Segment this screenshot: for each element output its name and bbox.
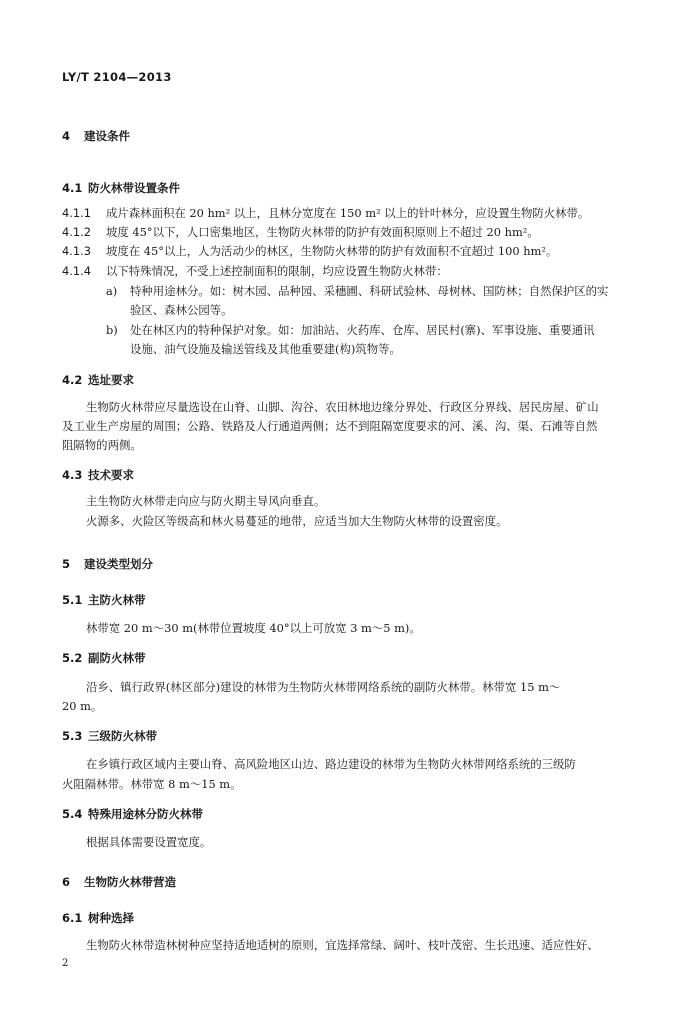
clause-text-4-1-4: 以下特殊情况，不受上述控制面积的限制，均应设置生物防火林带： — [106, 264, 448, 278]
list-item-b-line2: 设施、油气设施及输送管线及其他重要建(构)筑物等。 — [130, 342, 401, 356]
paragraph-5-3-line1: 在乡镇行政区域内主要山脊、高风险地区山边、路边建设的林带为生物防火林带网络系统的三级防 — [86, 757, 576, 771]
subsection-heading-4-2 — [62, 372, 134, 388]
paragraph-6-1-line1: 生物防火林带造林树种应坚持适地适树的原则，宜选择常绿、阔叶、枝叶茂密、生长迅速、适应性好、 — [86, 938, 599, 952]
subsection-title: 技术要求 — [88, 468, 134, 482]
paragraph-4-2-line3: 阻隔物的两侧。 — [62, 438, 142, 452]
subsection-heading-5-4 — [62, 806, 203, 822]
paragraph-5-3-line2: 火阻隔林带。林带宽 8 m～15 m。 — [62, 777, 242, 791]
subsection-number: 6.1 — [62, 911, 83, 925]
subsection-heading-5-3 — [62, 728, 157, 744]
subsection-title: 选址要求 — [88, 373, 134, 387]
paragraph-5-2-line1: 沿乡、镇行政界(林区部分)建设的林带为生物防火林带网络系统的副防火林带。林带宽 15 m～ — [86, 680, 561, 694]
subsection-title: 特殊用途林分防火林带 — [88, 807, 203, 821]
paragraph-5-4-line1: 根据具体需要设置宽度。 — [86, 835, 212, 849]
subsection-title: 主防火林带 — [88, 593, 146, 607]
list-label-a: a) — [106, 284, 118, 298]
section-number: 5 — [62, 557, 71, 571]
section-title: 建设类型划分 — [84, 557, 153, 571]
section-number: 4 — [62, 129, 71, 143]
subsection-heading-4-1 — [62, 180, 180, 196]
subsection-heading-4-3 — [62, 467, 134, 483]
subsection-title: 副防火林带 — [88, 651, 146, 665]
paragraph-4-2-line2: 及工业生产房屋的周围；公路、铁路及人行通道两侧；达不到阻隔宽度要求的河、溪、沟、渠、石滩等自然 — [62, 419, 598, 433]
section-title: 生物防火林带营造 — [84, 875, 176, 889]
clause-number-4-1-4: 4.1.4 — [62, 264, 91, 278]
paragraph-4-3-line2: 火源多、火险区等级高和林火易蔓延的地带，应适当加大生物防火林带的设置密度。 — [86, 514, 508, 528]
subsection-number: 4.3 — [62, 468, 83, 482]
standard-code: LY/T 2104—2013 — [62, 70, 172, 84]
section-title: 建设条件 — [84, 129, 130, 143]
clause-number-4-1-1: 4.1.1 — [62, 206, 91, 220]
subsection-title: 防火林带设置条件 — [88, 181, 180, 195]
list-label-b: b) — [106, 323, 118, 337]
subsection-number: 5.3 — [62, 729, 83, 743]
paragraph-5-2-line2: 20 m。 — [62, 699, 103, 713]
paragraph-5-1-line1: 林带宽 20 m～30 m(林带位置坡度 40°以上可放宽 3 m～5 m)。 — [86, 621, 421, 635]
subsection-title: 三级防火林带 — [88, 729, 157, 743]
page-number: 2 — [62, 958, 69, 969]
subsection-heading-6-1 — [62, 910, 134, 926]
list-item-a-line1: 特种用途林分。如：树木园、品种园、采穗圃、科研试验林、母树林、国防林；自然保护区的实 — [130, 284, 609, 298]
clause-text-4-1-3: 坡度在 45°以上，人为活动少的林区，生物防火林带的防护有效面积不宜超过 100 hm²。 — [106, 244, 558, 258]
subsection-number: 4.1 — [62, 181, 83, 195]
section-number: 6 — [62, 875, 71, 889]
subsection-number: 5.2 — [62, 651, 83, 665]
section-heading-6 — [62, 874, 176, 890]
section-heading-4 — [62, 128, 130, 144]
section-heading-5 — [62, 556, 153, 572]
list-item-b-line1: 处在林区内的特种保护对象。如：加油站、火药库、仓库、居民村(寨)、军事设施、重要通讯 — [130, 323, 595, 337]
subsection-heading-5-2 — [62, 650, 146, 666]
clause-text-4-1-2: 坡度 45°以下，人口密集地区，生物防火林带的防护有效面积原则上不超过 20 hm²。 — [106, 225, 539, 239]
subsection-number: 4.2 — [62, 373, 83, 387]
subsection-title: 树种选择 — [88, 911, 134, 925]
paragraph-4-2-line1: 生物防火林带应尽量选设在山脊、山脚、沟谷、农田林地边缘分界处、行政区分界线、居民房屋、矿山 — [86, 400, 599, 414]
clause-number-4-1-2: 4.1.2 — [62, 225, 91, 239]
clause-number-4-1-3: 4.1.3 — [62, 244, 91, 258]
paragraph-4-3-line1: 主生物防火林带走向应与防火期主导风向垂直。 — [86, 494, 326, 508]
subsection-number: 5.1 — [62, 593, 83, 607]
clause-text-4-1-1: 成片森林面积在 20 hm² 以上，且林分宽度在 150 m² 以上的针叶林分，应设置生物防火林带。 — [106, 206, 590, 220]
list-item-a-line2: 验区、森林公园等。 — [130, 303, 233, 317]
subsection-number: 5.4 — [62, 807, 83, 821]
subsection-heading-5-1 — [62, 592, 146, 608]
